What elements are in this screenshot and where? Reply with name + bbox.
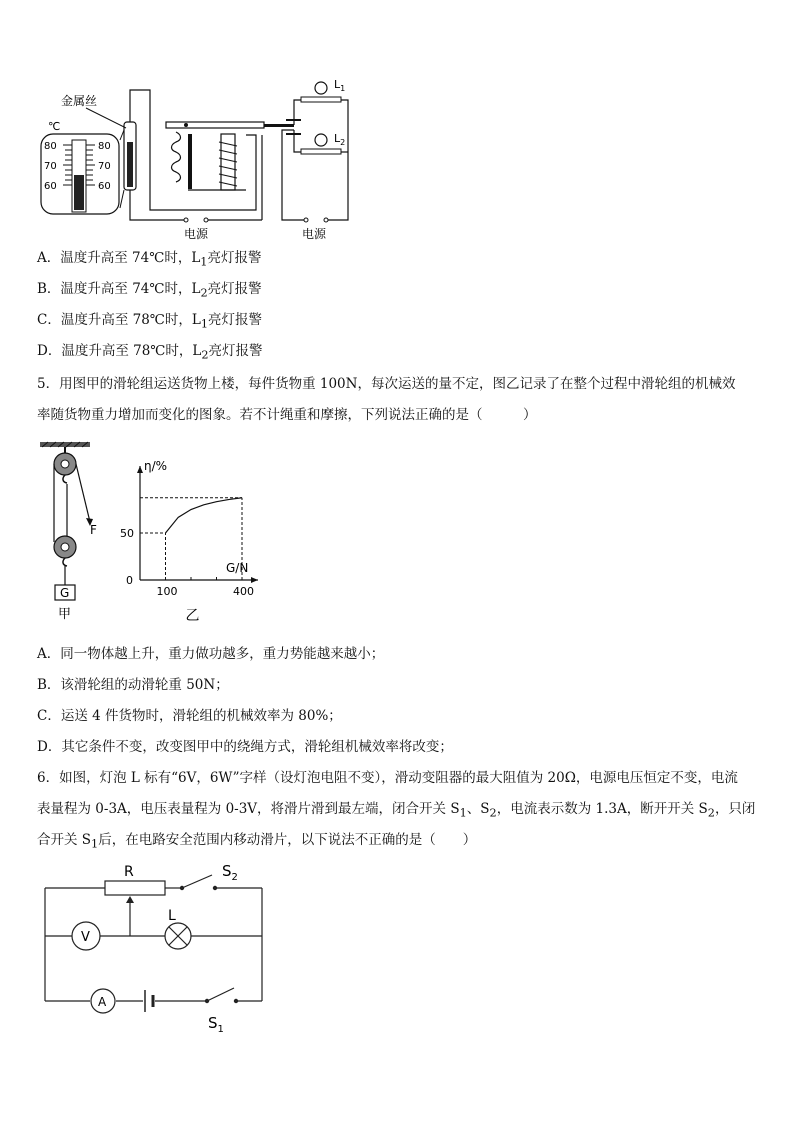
switch-s1-icon [207, 988, 234, 1001]
switch-s1-subscript: 1 [217, 1024, 224, 1035]
q4-option-a-text: A．温度升高至 74℃时，L [37, 250, 201, 266]
lamp-label: L [168, 908, 176, 924]
y-axis-label: η/% [144, 459, 168, 473]
q4-option-d-post: 亮灯报警 [208, 343, 263, 359]
x-tick-100: 100 [156, 585, 178, 598]
switch-s2-icon [182, 875, 212, 888]
scale-right-80: 80 [98, 141, 111, 152]
ammeter-label: A [98, 995, 107, 1009]
switch-s2-subscript: 2 [231, 872, 238, 883]
q4-option-a-post: 亮灯报警 [207, 250, 262, 266]
rheostat-label: R [124, 864, 134, 880]
power-source-1: 电源 [184, 227, 209, 241]
rheostat-icon [105, 881, 165, 895]
figure-jia-caption: 甲 [58, 607, 72, 622]
scale-left-70: 70 [44, 161, 57, 172]
q5-stem-line1: 5．用图甲的滑轮组运送货物上楼，每件货物重 100N，每次运送的量不定，图乙记录了在整个过程中滑轮组的机械效 [37, 376, 736, 392]
q4-option-d [37, 341, 263, 366]
q6-line2-a: 表量程为 0-3A，电压表量程为 0-3V，将滑片滑到最左端，闭合开关 S [37, 801, 460, 817]
lamp-1-icon [315, 82, 327, 94]
lamp-2-icon [315, 134, 327, 146]
scale-right-60: 60 [98, 181, 111, 192]
q6-line2-d: ，只闭 [714, 801, 756, 817]
voltmeter-label: V [81, 930, 90, 945]
efficiency-chart [118, 448, 268, 628]
q4-option-c-post: 亮灯报警 [208, 312, 263, 328]
q5-option-c: C．运送 4 件货物时，滑轮组的机械效率为 80%； [37, 708, 342, 724]
pulley-figure [38, 442, 113, 622]
scale-right-70: 70 [98, 161, 111, 172]
y-axis-arrow-icon [137, 466, 143, 473]
q4-option-c-text: C．温度升高至 78℃时，L [37, 312, 201, 328]
q4-option-a [37, 248, 261, 273]
q4-option-c-sub: 1 [200, 317, 209, 331]
q6-line3-sub1: 1 [91, 837, 99, 851]
q5-option-b: B．该滑轮组的动滑轮重 50N； [37, 677, 229, 693]
lamp-2-label: L [334, 132, 341, 145]
lamp-1-label: L [334, 78, 341, 91]
q4-option-d-sub: 2 [201, 348, 209, 362]
x-axis-label: G/N [226, 561, 249, 575]
q4-option-b-sub: 2 [200, 286, 208, 300]
switch-s2-label: S [222, 862, 232, 880]
q6-stem-line1: 6．如图，灯泡 L 标有“6V，6W”字样（设灯泡电阻不变），滑动变阻器的最大阻值为 20Ω，电源电压恒定不变，电流 [37, 770, 738, 786]
celsius-unit: ℃ [48, 120, 61, 133]
q6-line2-c: ，电流表示数为 1.3A，断开开关 S [496, 801, 708, 817]
figure-yi-caption: 乙 [185, 608, 200, 624]
q6-line2-sub1: 1 [459, 806, 467, 820]
scale-left-80: 80 [44, 141, 57, 152]
q6-line2-sub2: 2 [489, 806, 497, 820]
q4-option-b-text: B．温度升高至 74℃时，L [37, 281, 201, 297]
q5-option-d: D．其它条件不变，改变图甲中的绕绳方式，滑轮组机械效率将改变； [37, 739, 453, 755]
q6-stem-line3 [37, 830, 476, 855]
y-tick-0: 0 [126, 574, 133, 587]
relay-alarm-figure [36, 80, 366, 245]
svg-text:S2 [222, 862, 238, 883]
q6-line3-b: 后，在电路安全范围内移动滑片，以下说法不正确的是（ ） [98, 832, 477, 848]
circuit-figure [40, 858, 275, 1036]
lamp-1-subscript: 1 [340, 84, 346, 93]
weight-label: G [60, 586, 70, 600]
q6-stem-line2 [37, 799, 755, 824]
svg-text:S1 [208, 1014, 224, 1035]
q4-option-b-post: 亮灯报警 [207, 281, 262, 297]
svg-text:L1 [334, 78, 345, 93]
y-tick-50: 50 [120, 527, 134, 540]
force-label: F [90, 523, 97, 537]
x-tick-400: 400 [233, 585, 254, 598]
q4-option-b [37, 279, 262, 304]
scale-left-60: 60 [44, 181, 57, 192]
efficiency-curve [166, 498, 243, 533]
svg-text:L2 [334, 132, 345, 147]
power-source-2: 电源 [302, 227, 327, 241]
q4-option-a-sub: 1 [200, 255, 208, 269]
q6-line2-b: 、S [466, 801, 490, 817]
lamp-2-subscript: 2 [340, 138, 346, 147]
q4-option-d-text: D．温度升高至 78℃时，L [37, 343, 202, 359]
q4-option-c [37, 310, 262, 335]
x-axis-arrow-icon [251, 577, 258, 583]
q5-stem-line2: 率随货物重力增加而变化的图象。若不计绳重和摩擦，下列说法正确的是（ ） [37, 407, 537, 423]
q6-line2-sub3: 2 [707, 806, 715, 820]
switch-s1-label: S [208, 1014, 218, 1032]
q6-line3-a: 合开关 S [37, 832, 92, 848]
metal-wire-label: 金属丝 [61, 94, 98, 108]
q5-option-a: A．同一物体越上升，重力做功越多，重力势能越来越小； [37, 646, 385, 662]
